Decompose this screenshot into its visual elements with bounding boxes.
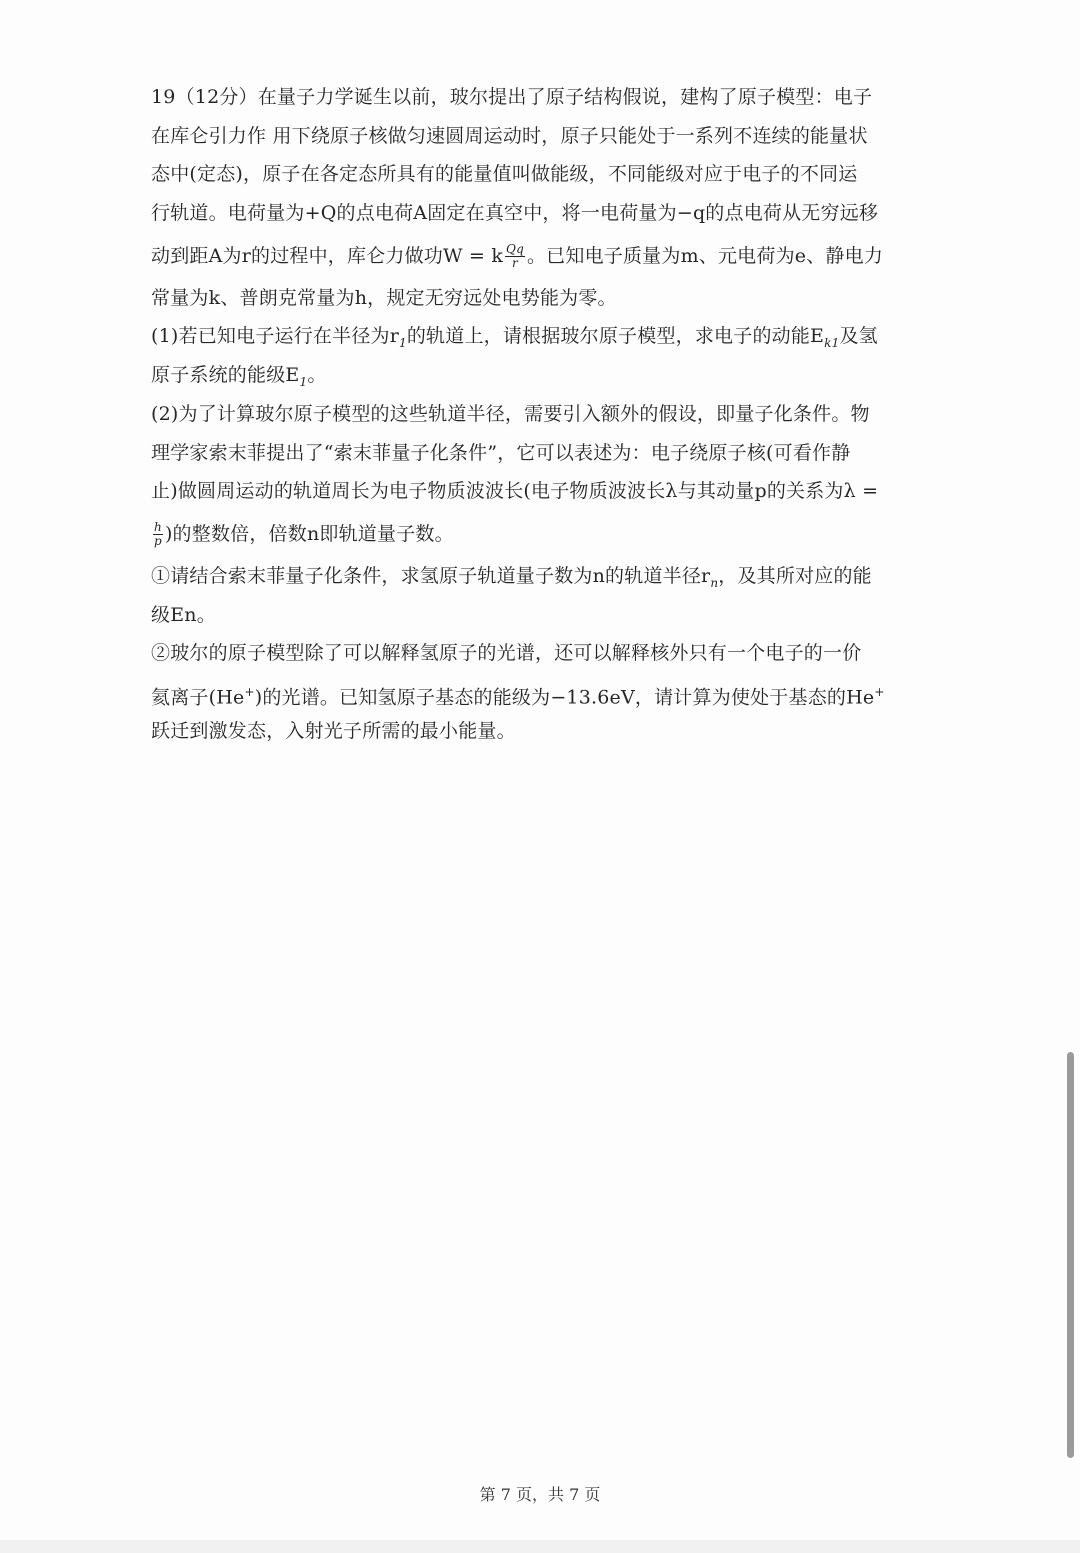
- question-19: [151, 78, 885, 750]
- intro-line-5-text-a: 动到距A为r的过程中，库仑力做功W = k: [151, 244, 504, 267]
- intro-line-5-text-b: 。已知电子质量为m、元电荷为e、静电力: [526, 244, 884, 267]
- fraction-denominator: p: [154, 534, 162, 549]
- intro-line-3: 态中(定态)，原子在各定态所具有的能量值叫做能级，不同能级对应于电子的不同运: [151, 163, 858, 186]
- part1-line-2-a: 原子系统的能级E: [151, 364, 300, 387]
- subq2-line-1: ②玻尔的原子模型除了可以解释氢原子的光谱，还可以解释核外只有一个电子的一价: [151, 642, 862, 665]
- fraction-denominator: r: [512, 256, 518, 271]
- question-line-1: [151, 78, 881, 117]
- subq1-line-2: 级En。: [151, 603, 216, 626]
- wavelength-fraction: [153, 521, 163, 548]
- subq1-line-1: [151, 557, 881, 596]
- intro-line-6: 常量为k、普朗克常量为h，规定无穷远处电势能为零。: [151, 286, 617, 309]
- subscript-ek1: k1: [824, 336, 840, 351]
- subq2-line-3: 跃迁到激发态，入射光子所需的最小能量。: [151, 719, 516, 742]
- subq2-line-2-a: 氦离子(He: [151, 686, 245, 709]
- subq2-line-2-b: )的光谱。已知氢原子基态的能级为−13.6eV，请计算为使处于基态的He: [254, 686, 875, 709]
- subq2-line-2: [151, 673, 885, 712]
- intro-line-5: [151, 233, 884, 279]
- subscript-r1: 1: [399, 336, 407, 351]
- subq1-line-1-a: ①请结合索末菲量子化条件，求氢原子轨道量子数为n的轨道半径r: [151, 564, 711, 587]
- superscript-plus: +: [874, 684, 885, 699]
- intro-line-1: 在量子力学诞生以前，玻尔提出了原子结构假说，建构了原子模型：电子: [257, 86, 873, 108]
- part1-line-2: [151, 356, 881, 395]
- part1-line-1-c: 及氢: [839, 325, 878, 348]
- part2-line-2: 理学家索末菲提出了“索末菲量子化条件”，它可以表述为：电子绕原子核(可看作静: [151, 441, 851, 464]
- superscript-plus: +: [244, 684, 255, 699]
- intro-line-2: 在库仑引力作 用下绕原子核做匀速圆周运动时，原子只能处于一系列不连续的能量状: [151, 124, 868, 147]
- part1-line-2-b: 。: [307, 364, 327, 387]
- fraction-numerator: Qq: [506, 242, 524, 257]
- vertical-scrollbar-thumb[interactable]: [1067, 1052, 1074, 1458]
- part1-line-1-a: (1)若已知电子运行在半径为r: [151, 325, 399, 348]
- subscript-rn: n: [710, 575, 719, 590]
- part2-line-4: [151, 511, 881, 557]
- question-header: 19（12分）: [151, 86, 258, 108]
- subq1-line-1-b: ，及其所对应的能: [718, 564, 872, 587]
- page-footer: 第 7 页，共 7 页: [479, 1485, 601, 1504]
- bottom-edge-bar: [0, 1540, 1080, 1553]
- part1-line-1-b: 的轨道上，请根据玻尔原子模型，求电子的动能E: [406, 325, 825, 348]
- coulomb-work-fraction: [505, 243, 525, 270]
- part2-line-4-text: )的整数倍，倍数n即轨道量子数。: [164, 522, 454, 545]
- intro-line-4: 行轨道。电荷量为+Q的点电荷A固定在真空中，将一电荷量为−q的点电荷从无穷远移: [151, 202, 879, 225]
- part2-line-1: (2)为了计算玻尔原子模型的这些轨道半径，需要引入额外的假设，即量子化条件。物: [151, 402, 870, 425]
- fraction-numerator: h: [154, 520, 162, 535]
- part2-line-3: 止)做圆周运动的轨道周长为电子物质波波长(电子物质波波长λ与其动量p的关系为λ =: [151, 480, 879, 503]
- subscript-e1: 1: [299, 374, 308, 389]
- part1-line-1: [151, 317, 881, 356]
